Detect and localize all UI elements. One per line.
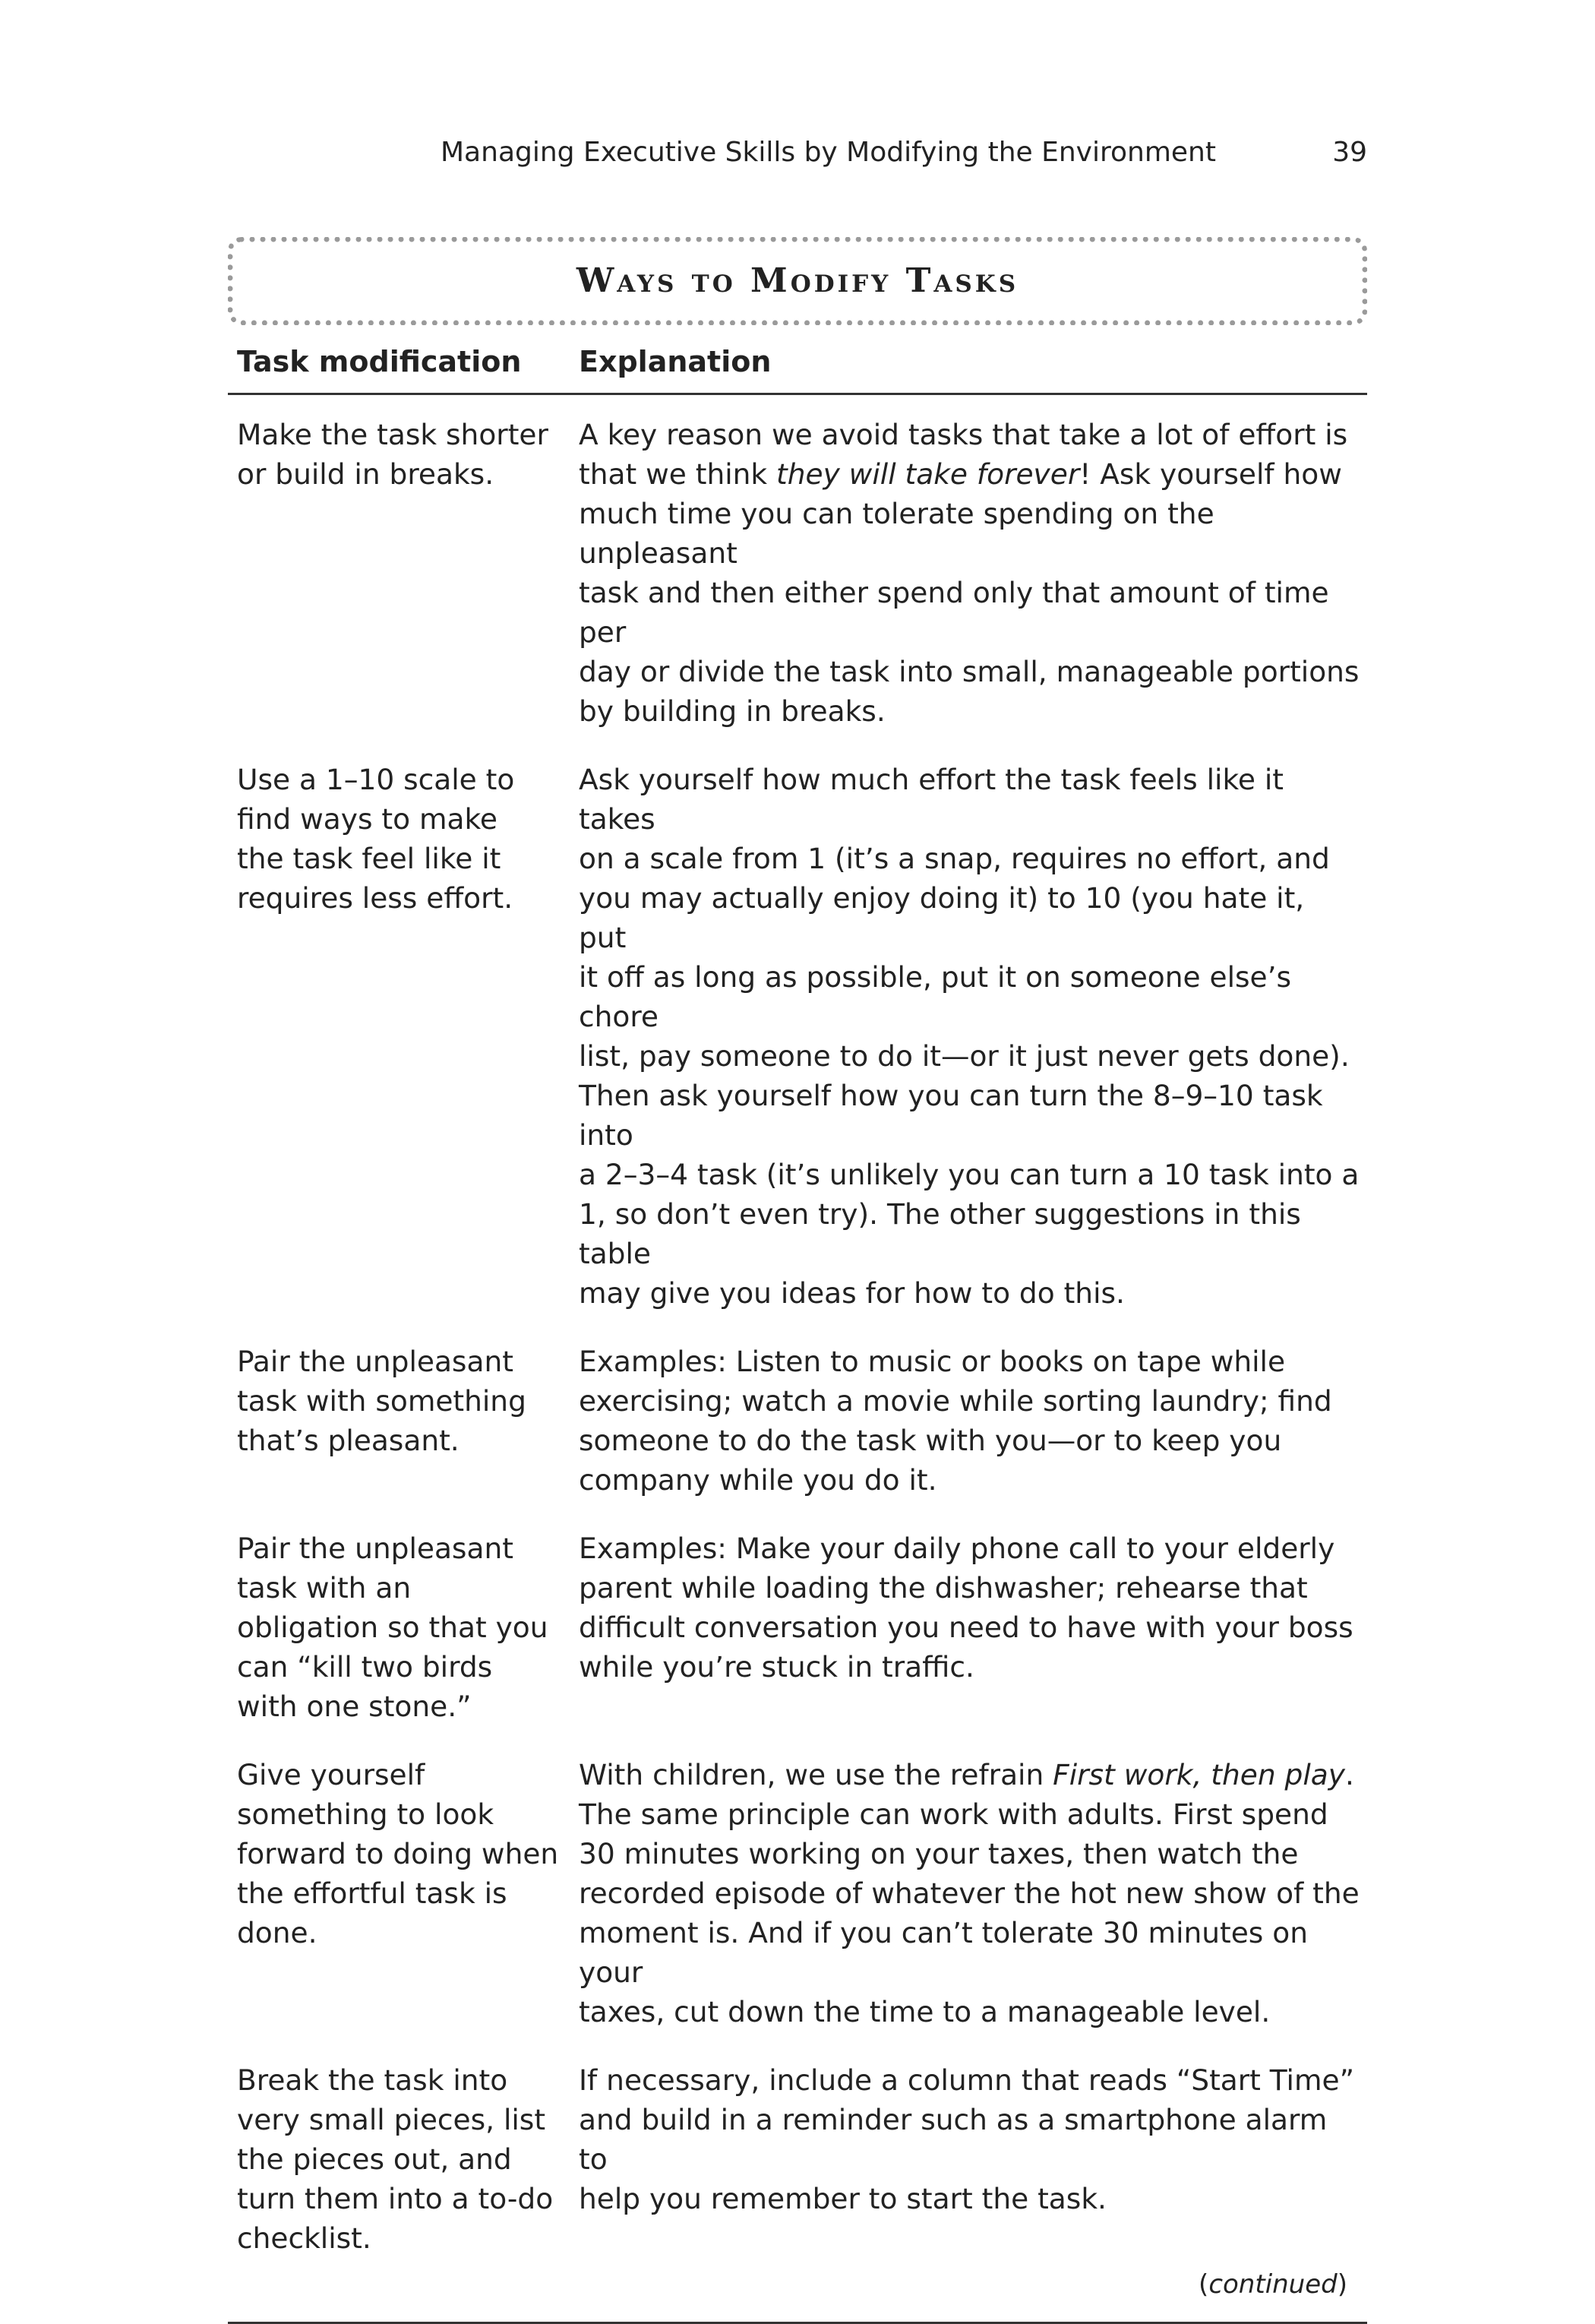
- modifications-table: [228, 339, 1367, 2324]
- page-number: 39: [1332, 137, 1367, 168]
- running-head-title: Managing Executive Skills by Modifying the Environment: [441, 137, 1216, 168]
- row-explanation: If necessary, include a column that reads “Start Time” and build in a reminder such as a smartphone alarm to help you remember to start the task.: [579, 2063, 1354, 2215]
- table-row: [228, 415, 1367, 731]
- row-explanation: Ask yourself how much effort the task feels like it takes on a scale from 1 (it’s a snap, requires no effort, and you may actually enjoy doing it) to 10 (you hate it, put it off as long as possible, put it on someone else’s chore list, pay someone to do it—or it just never gets done). Then ask yourself how you can turn the 8–9–10 task into a 2–3–4 task (it’s unlikely you can turn a 10 task into a 1, so don’t even try). The other suggestions in this table may give you ideas for how to do this.: [579, 763, 1360, 1310]
- table-row: [228, 760, 1367, 1313]
- row-explanation: Examples: Make your daily phone call to your elderly parent while loading the dishwasher; rehearse that difficult conversation you need to have with your boss while you’re stuck in traffic.: [579, 1532, 1353, 1684]
- continued-word: continued: [1208, 2269, 1338, 2300]
- explanation-text: . The same principle can work with adults. First spend 30 minutes working on your taxes, then watch the recorded episode of whatever the hot new show of the moment is. And if you can’t tolerate 30 minutes on your taxes, cut down the time to a manageable level.: [579, 1758, 1360, 2028]
- header-explanation: Explanation: [579, 345, 772, 378]
- running-head: [228, 134, 1367, 172]
- row-modification: Pair the unpleasant task with an obligation so that you can “kill two birds with one stone.”: [237, 1532, 548, 1723]
- table-row: [228, 1342, 1367, 1500]
- row-modification: Break the task into very small pieces, list the pieces out, and turn them into a to-do checklist.: [237, 2063, 554, 2255]
- row-modification: Give yourself something to look forward to doing when the effortful task is done.: [237, 1758, 559, 1949]
- row-modification: Use a 1–10 scale to find ways to make the task feel like it requires less effort.: [237, 763, 515, 915]
- row-explanation: [579, 415, 1367, 731]
- explanation-text: A key reason we avoid tasks that take a lot of effort is that we think: [579, 418, 1348, 491]
- continued-note: [228, 2266, 1367, 2303]
- box-title: Ways to Modify Tasks: [228, 237, 1367, 325]
- table-row: [228, 2060, 1367, 2258]
- table-row: [228, 1755, 1367, 2032]
- explanation-text: With children, we use the refrain: [579, 1758, 1053, 1791]
- continued-open-paren: (: [1199, 2269, 1209, 2300]
- explanation-text: ! Ask yourself how much time you can tolerate spending on the unpleasant task and then either spend only that amount of time per day or divide the task into small, manageable portions by building in breaks.: [579, 457, 1360, 728]
- table-header: [228, 339, 1367, 395]
- table-body: [228, 395, 1367, 2324]
- continued-close-paren: ): [1337, 2269, 1347, 2300]
- table-row: [228, 1529, 1367, 1726]
- explanation-emphasis: they will take forever: [776, 457, 1080, 491]
- row-explanation: [579, 1755, 1367, 2032]
- row-explanation: Examples: Listen to music or books on tape while exercising; watch a movie while sorting laundry; find someone to do the task with you—or to keep you company while you do it.: [579, 1345, 1332, 1497]
- header-task-modification: Task modification: [237, 345, 522, 378]
- explanation-emphasis: First work, then play: [1053, 1758, 1345, 1791]
- row-modification: Pair the unpleasant task with something that’s pleasant.: [237, 1345, 526, 1457]
- row-modification: Make the task shorter or build in breaks.: [237, 418, 548, 491]
